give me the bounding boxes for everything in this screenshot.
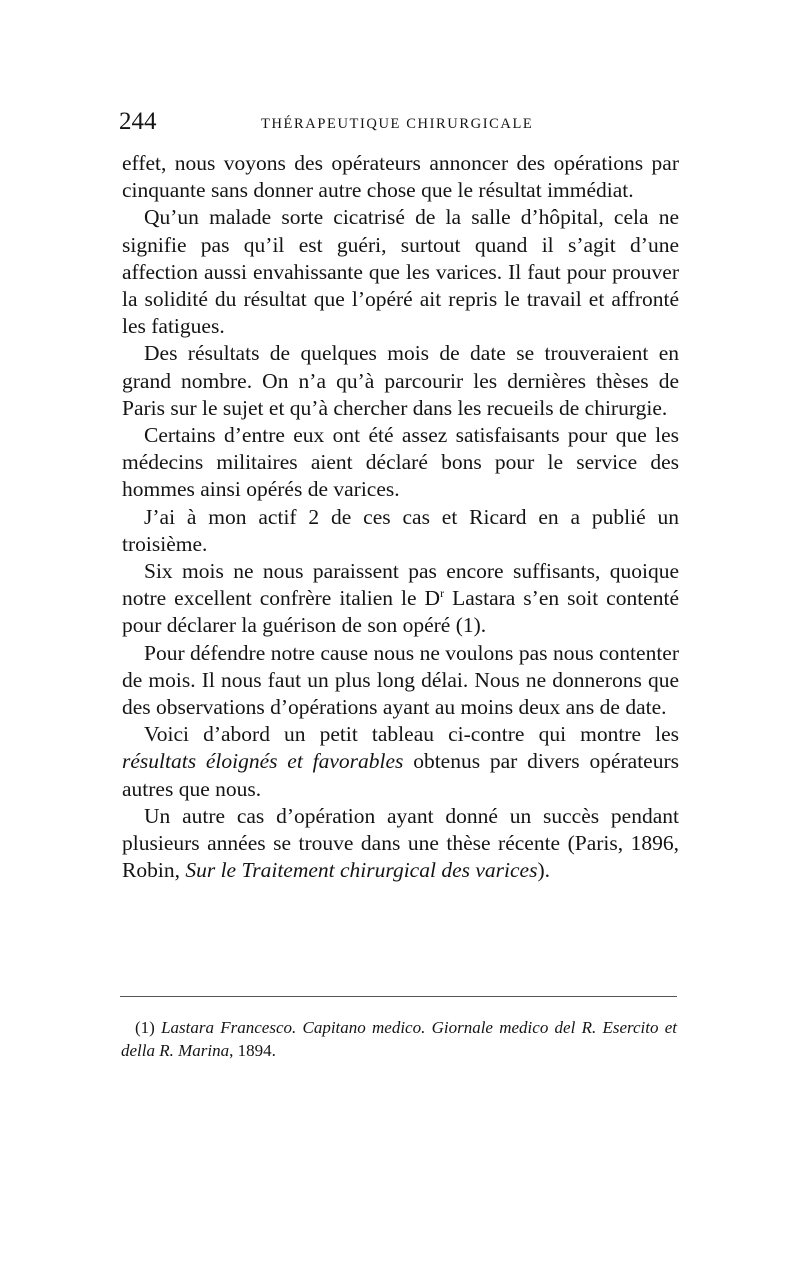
paragraph-1: effet, nous voyons des opérateurs annoncer des opérations par cinquante sans donner autre chose que le résultat immédiat.	[122, 151, 679, 203]
paragraph-9-text-a: Un autre cas d’opération ayant donné un succès pendant plusieurs années se trouve dans une thèse récente (Paris, 1896, Robin,	[122, 803, 679, 883]
paragraph-6-text-b: Lastara s’en soit contenté pour déclarer la guérison de son opéré (1).	[122, 586, 679, 638]
paragraph-6	[122, 558, 679, 640]
paragraph-8-italic: résultats éloignés et favorables	[122, 749, 404, 774]
paragraph-8-text-a: Voici d’abord un petit tableau ci-contre qui montre les	[144, 722, 679, 747]
footnote-1	[121, 1016, 677, 1062]
paragraph-7: Pour défendre notre cause nous ne voulons pas nous contenter de mois. Il nous faut un plus long délai. Nous ne donnerons que des observations d’opérations ayant au moins deux ans de date.	[122, 640, 679, 720]
paragraph-3: Des résultats de quelques mois de date se trouveraient en grand nombre. On n’a qu’à parcourir les dernières thèses de Paris sur le sujet et qu’à chercher dans les recueils de chirurgie.	[122, 341, 679, 420]
paragraph-8-text-b: obtenus par divers opérateurs autres que nous.	[122, 749, 679, 801]
footnotes	[121, 1016, 677, 1062]
paragraph-9-italic: Sur le Traitement chirurgical des varices	[185, 858, 538, 883]
doctor-abbrev-superscript: r	[440, 586, 445, 601]
footnote-rest: , 1894.	[229, 1041, 276, 1060]
paragraph-5: J’ai à mon actif 2 de ces cas et Ricard en a publié un troisième.	[122, 504, 679, 556]
paragraph-2: Qu’un malade sorte cicatrisé de la salle d’hôpital, cela ne signifie pas qu’il est guéri, surtout quand il s’agit d’une affection aussi envahissante que les varices. Il faut pour prouver la solidité du résultat que l’opéré ait repris le travail et affronté les fatigues.	[122, 205, 679, 339]
paragraph-8	[122, 721, 679, 803]
paragraph-6-text-a: Six mois ne nous paraissent pas encore suffisants, quoique notre excellent confrère italien le D	[122, 559, 679, 611]
footnote-italic: Lastara Francesco. Capitano medico. Giornale medico del R. Esercito et della R. Marina	[121, 1018, 677, 1060]
paragraph-9-text-b: ).	[537, 858, 550, 883]
footnote-divider	[120, 996, 677, 997]
body-text	[122, 150, 679, 884]
page-header	[119, 104, 679, 140]
paragraph-4: Certains d’entre eux ont été assez satisfaisants pour que les médecins militaires aient déclaré bons pour le service des hommes ainsi opérés de varices.	[122, 423, 679, 502]
page-number: 244	[119, 108, 157, 135]
paragraph-9	[122, 803, 679, 885]
running-title: THÉRAPEUTIQUE CHIRURGICALE	[261, 116, 534, 132]
footnote-marker: (1)	[135, 1018, 162, 1037]
